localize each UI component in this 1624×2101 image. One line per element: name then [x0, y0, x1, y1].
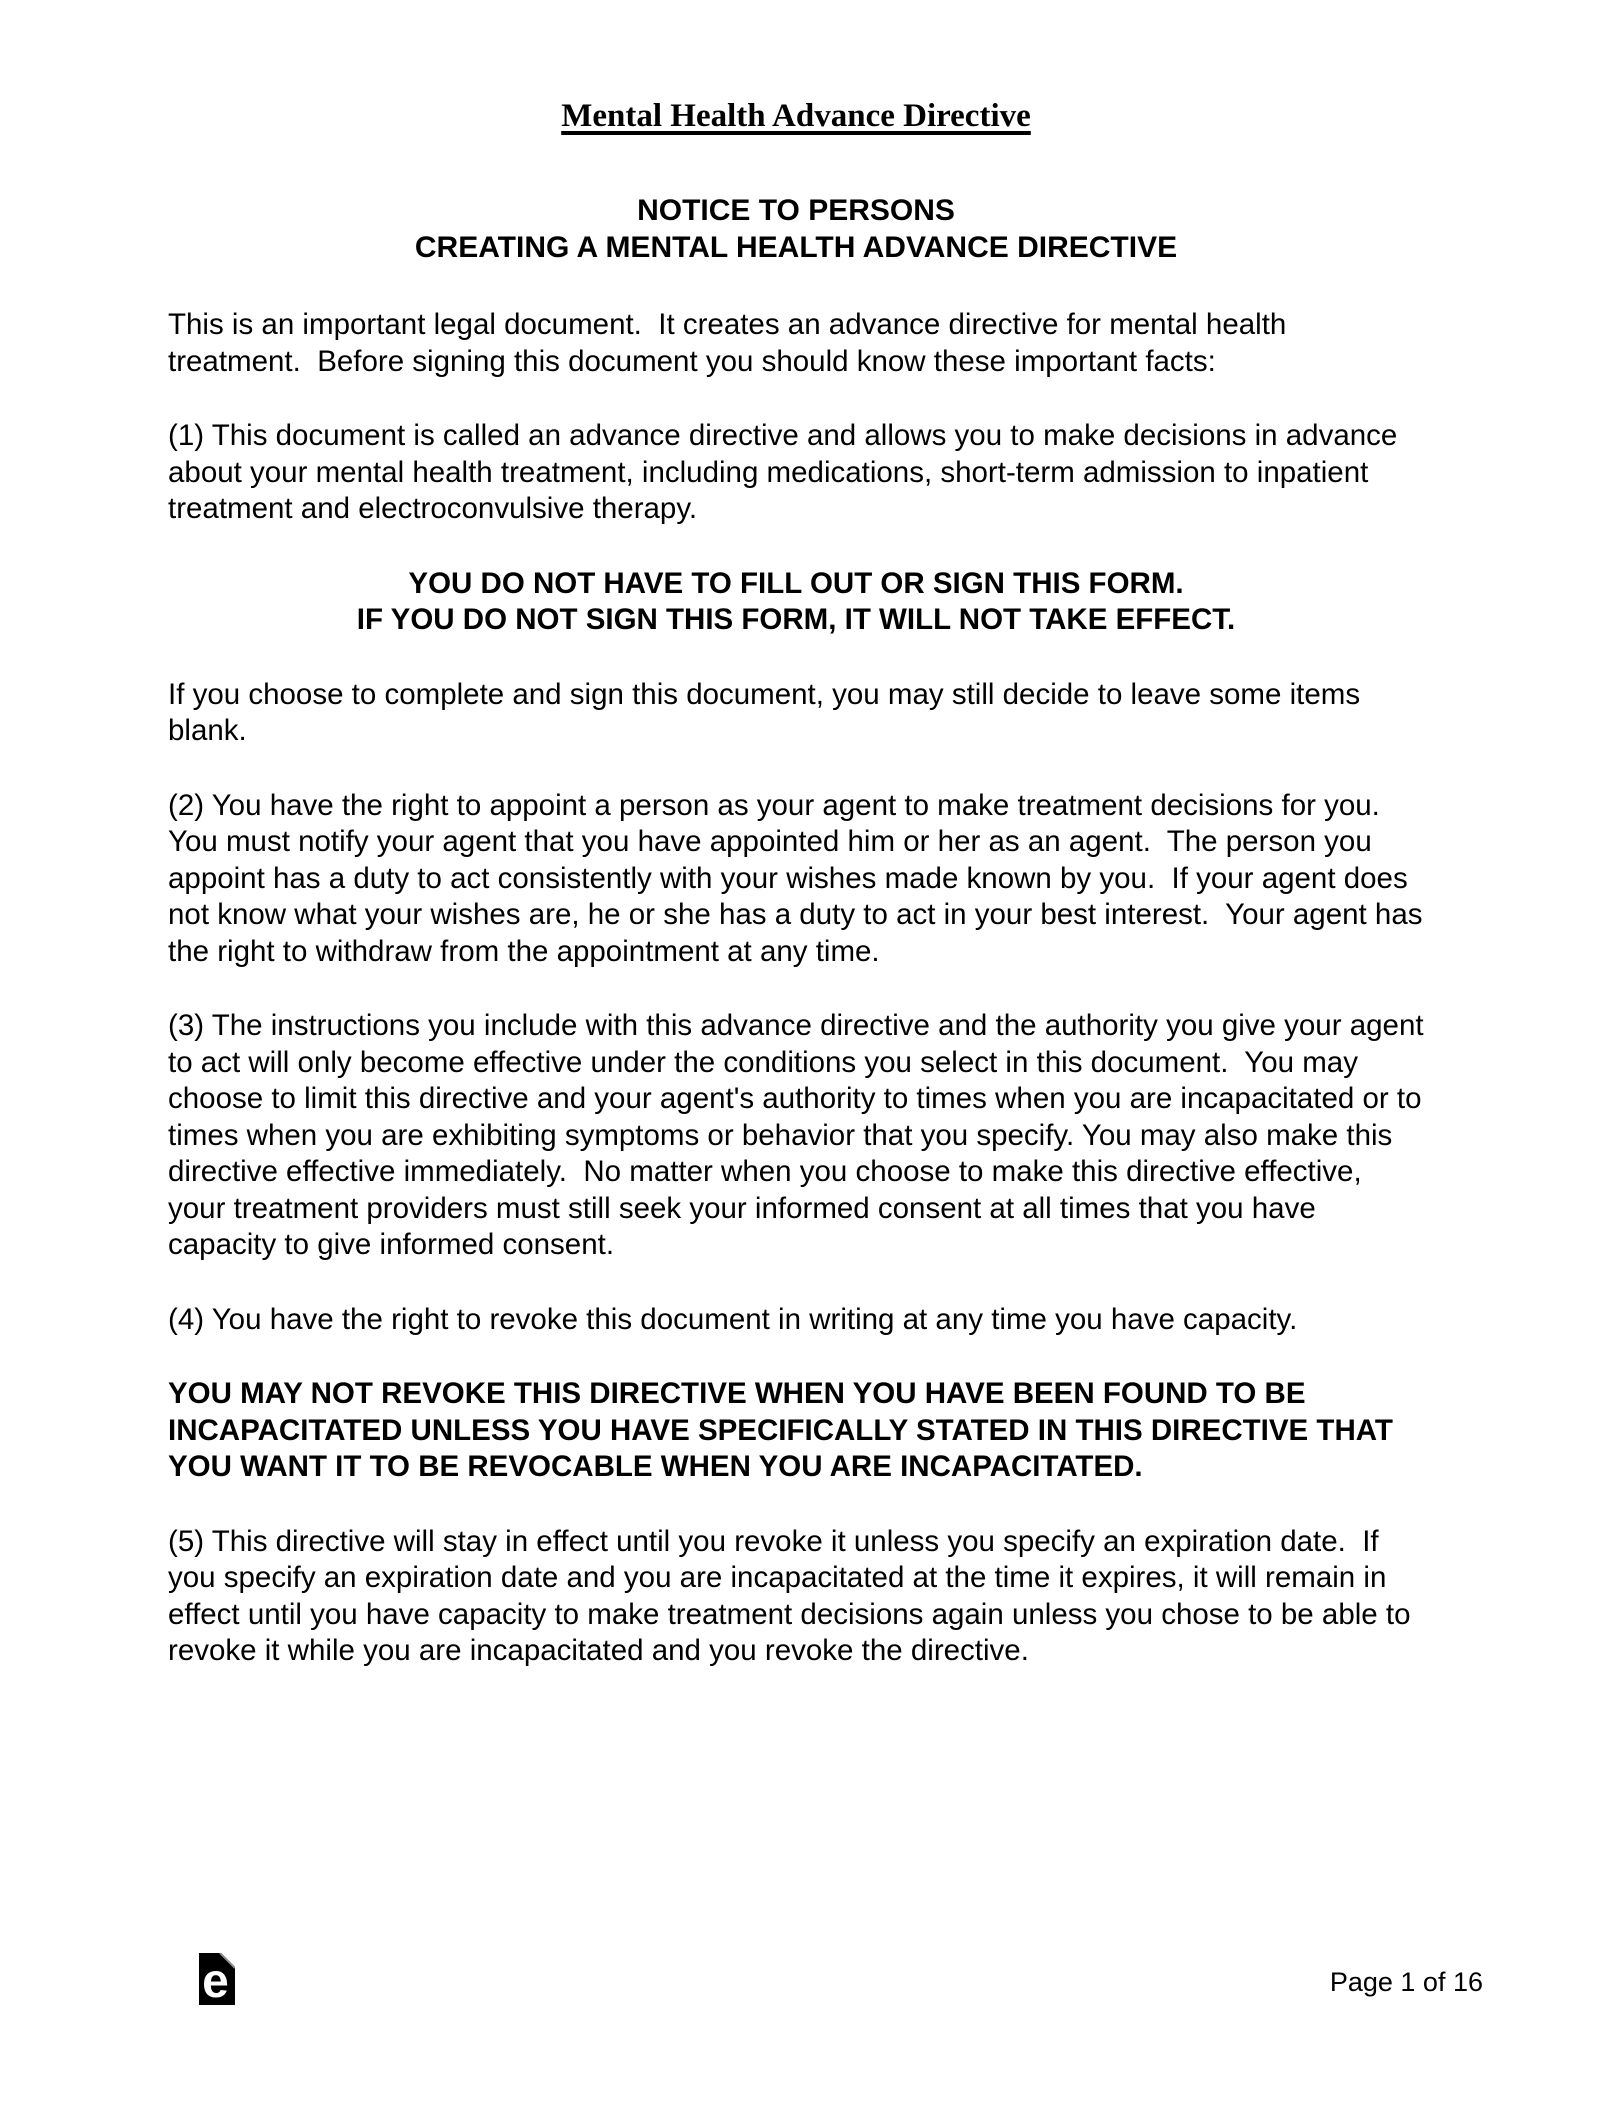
sign-warning-line1: YOU DO NOT HAVE TO FILL OUT OR SIGN THIS FORM.: [408, 566, 1184, 600]
notice-heading: [168, 193, 1424, 266]
eforms-logo-icon: [199, 1953, 235, 2005]
sign-warning: [168, 566, 1424, 639]
item-3-paragraph: (3) The instructions you include with this advance directive and the authority you give your agent to act will only become effective under the conditions you select in this document. You may choose to limit this directive and your agent's authority to times when you are incapacitated or to times when you are exhibiting symptoms or behavior that you specify. You may also make this directive effective immediately. No matter when you choose to make this directive effective, your treatment providers must still seek your informed consent at all times that you have capacity to give informed consent.: [168, 1009, 1432, 1261]
notice-heading-line2: CREATING A MENTAL HEALTH ADVANCE DIRECTIVE: [414, 230, 1178, 264]
logo-letter: e: [202, 1955, 229, 2005]
notice-heading-line1: NOTICE TO PERSONS: [637, 194, 955, 227]
revocation-warning-paragraph: YOU MAY NOT REVOKE THIS DIRECTIVE WHEN YOU HAVE BEEN FOUND TO BE INCAPACITATED UNLESS YOU HAVE SPECIFICALLY STATED IN THIS DIRECTIVE THAT YOU WANT IT TO BE REVOCABLE WHEN YOU ARE INCAPACITATED.: [168, 1377, 1401, 1483]
item-4-paragraph: (4) You have the right to revoke this document in writing at any time you have capacity.: [168, 1302, 1298, 1336]
leave-blank-paragraph: If you choose to complete and sign this document, you may still decide to leave some items blank.: [168, 677, 1369, 747]
document-title: Mental Health Advance Directive: [561, 98, 1031, 134]
intro-paragraph: This is an important legal document. It creates an advance directive for mental health treatment. Before signing this document you should know these important facts:: [168, 308, 1295, 378]
item-5-paragraph: (5) This directive will stay in effect until you revoke it unless you specify an expiration date. If you specify an expiration date and you are incapacitated at the time it expires, it will remain in effect until you have capacity to make treatment decisions again unless you chose to be able to revoke it while you are incapacitated and you revoke the directive.: [168, 1524, 1419, 1667]
item-2-paragraph: (2) You have the right to appoint a person as your agent to make treatment decisions for you. You must notify your agent that you have appointed him or her as an agent. The person you appoint has a duty to act consistently with your wishes made known by you. If your agent does not know what your wishes are, he or she has a duty to act in your best interest. Your agent has the right to withdraw from the appointment at any time.: [168, 788, 1431, 968]
sign-warning-line2: IF YOU DO NOT SIGN THIS FORM, IT WILL NOT TAKE EFFECT.: [356, 603, 1236, 636]
page-indicator: Page 1 of 16: [1329, 1967, 1483, 1997]
item-1-paragraph: (1) This document is called an advance directive and allows you to make decisions in advance about your mental health treatment, including medications, short-term admission to inpatient treatment and electroconvulsive therapy.: [168, 419, 1406, 525]
document-content: [168, 96, 1432, 1670]
